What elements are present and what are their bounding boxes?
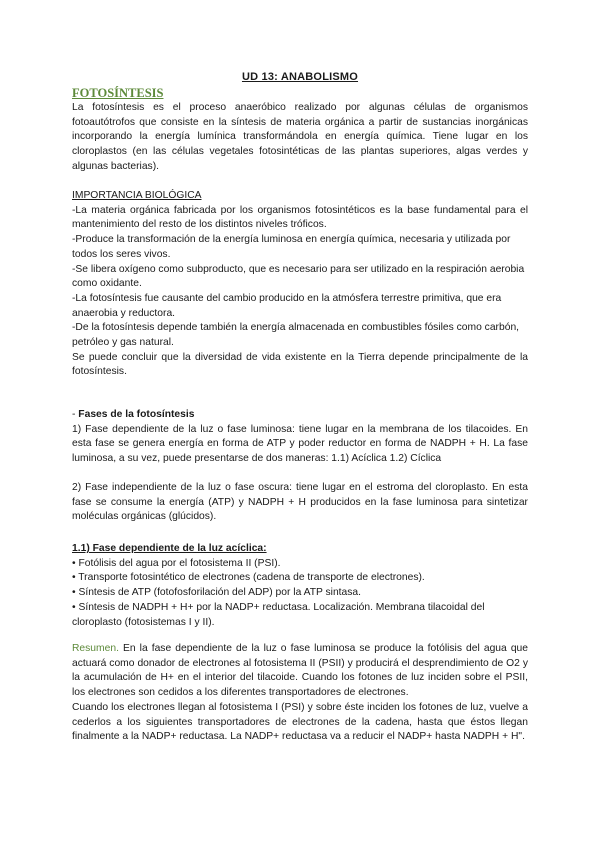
fase-2-block (72, 481, 528, 525)
fases-heading-line (72, 408, 528, 423)
resumen-paragraph-2: Cuando los electrones llegan al fotosistema I (PSI) y sobre éste inciden los fotones de luz, vuelve a cederlos a los siguientes transportadores de electrones de la cadena, hasta que éstos llegan finalmente a la NADP+ reductasa. La NADP+ reductasa va a reducir el NADP+ hasta NADPH + H". (72, 701, 528, 743)
fase-2-text: 2) Fase independiente de la luz o fase oscura: tiene lugar en el estroma del cloroplasto. En esta fase se consume la energía (ATP) y NADPH + H producidos en la fase luminosa para sintetizar moléculas orgánicas (glúcidos). (72, 482, 528, 523)
importancia-item-3: -Se libera oxígeno como subproducto, que es necesario para ser utilizado en la respiración aerobia como oxidante. (72, 263, 525, 290)
importancia-section (72, 189, 528, 380)
resumen-section (72, 642, 528, 745)
fases-dash: - (72, 409, 79, 420)
aciclica-section (72, 542, 528, 630)
importancia-heading: IMPORTANCIA BIOLÓGICA (72, 190, 202, 201)
resumen-paragraph-1 (72, 642, 528, 701)
aciclica-heading: 1.1) Fase dependiente de la luz acíclica: (72, 543, 267, 554)
importancia-item-5: -De la fotosíntesis depende también la energía almacenada en combustibles fósiles como carbón, petróleo y gas natural. (72, 322, 520, 349)
aciclica-bullet-1: • Fotólisis del agua por el fotosistema II (PSI). (72, 557, 281, 569)
fotosintesis-section (72, 86, 528, 175)
aciclica-bullet-3: • Síntesis de ATP (fotofosforilación del ADP) por la ATP sintasa. (72, 587, 362, 599)
fotosintesis-heading: FOTOSÍNTESIS (72, 86, 164, 100)
importancia-item-2: -Produce la transformación de la energía luminosa en energía química, necesaria y utilizada por todos los seres vivos. (72, 234, 511, 260)
importancia-item-4: -La fotosíntesis fue causante del cambio producido en la atmósfera terrestre primitiva, que era anaerobia y reductora. (72, 292, 502, 319)
aciclica-bullet-4: • Síntesis de NADPH + H+ por la NADP+ reductasa. Localización. Membrana tilacoidal del cloroplasto (fotosistemas I y II). (72, 601, 485, 628)
aciclica-bullet-2: • Transporte fotosintético de electrones (cadena de transporte de electrones). (72, 572, 425, 584)
fotosintesis-intro: La fotosíntesis es el proceso anaeróbico realizado por algunas células de organismos fotoautótrofos que consiste en la síntesis de materia orgánica a partir de sustancias inorgánicas incorporando la energía lumínica transformándola en energía química. Tiene lugar en los cloroplastos (en las células vegetales fotosintéticas de las plantas superiores, algas verdes y algunas bacterias). (72, 102, 528, 172)
fases-section (72, 408, 528, 467)
fases-heading: Fases de la fotosíntesis (78, 409, 195, 420)
importancia-item-1: -La materia orgánica fabricada por los organismos fotosintéticos es la base fundamental para el mantenimiento del resto de los distintos niveles tróficos. (72, 204, 528, 231)
resumen-label: Resumen. (72, 643, 119, 654)
fase-1-text: 1) Fase dependiente de la luz o fase luminosa: tiene lugar en la membrana de los tilacoides. En esta fase se genera energía en forma de ATP y poder reductor en forma de NADPH + H. La fase luminosa, a su vez, puede presentarse de dos maneras: 1.1) Acíclica 1.2) Cíclica (72, 423, 528, 465)
document-title: UD 13: ANABOLISMO (241, 71, 359, 83)
importancia-conclusion: Se puede concluir que la diversidad de vida existente en la Tierra depende principalmente de la fotosíntesis. (72, 351, 528, 378)
resumen-text-1: En la fase dependiente de la luz o fase luminosa se produce la fotólisis del agua que actuará como donador de electrones al fotosistema II (PSII) y producirá el desprendimiento de O2 y la acumulación de H+ en el interior del tilacoide. Cuando los fotones de luz inciden sobre el PSII, los electrones son cedidos a los diferentes transportadores de electrones. (72, 643, 528, 699)
